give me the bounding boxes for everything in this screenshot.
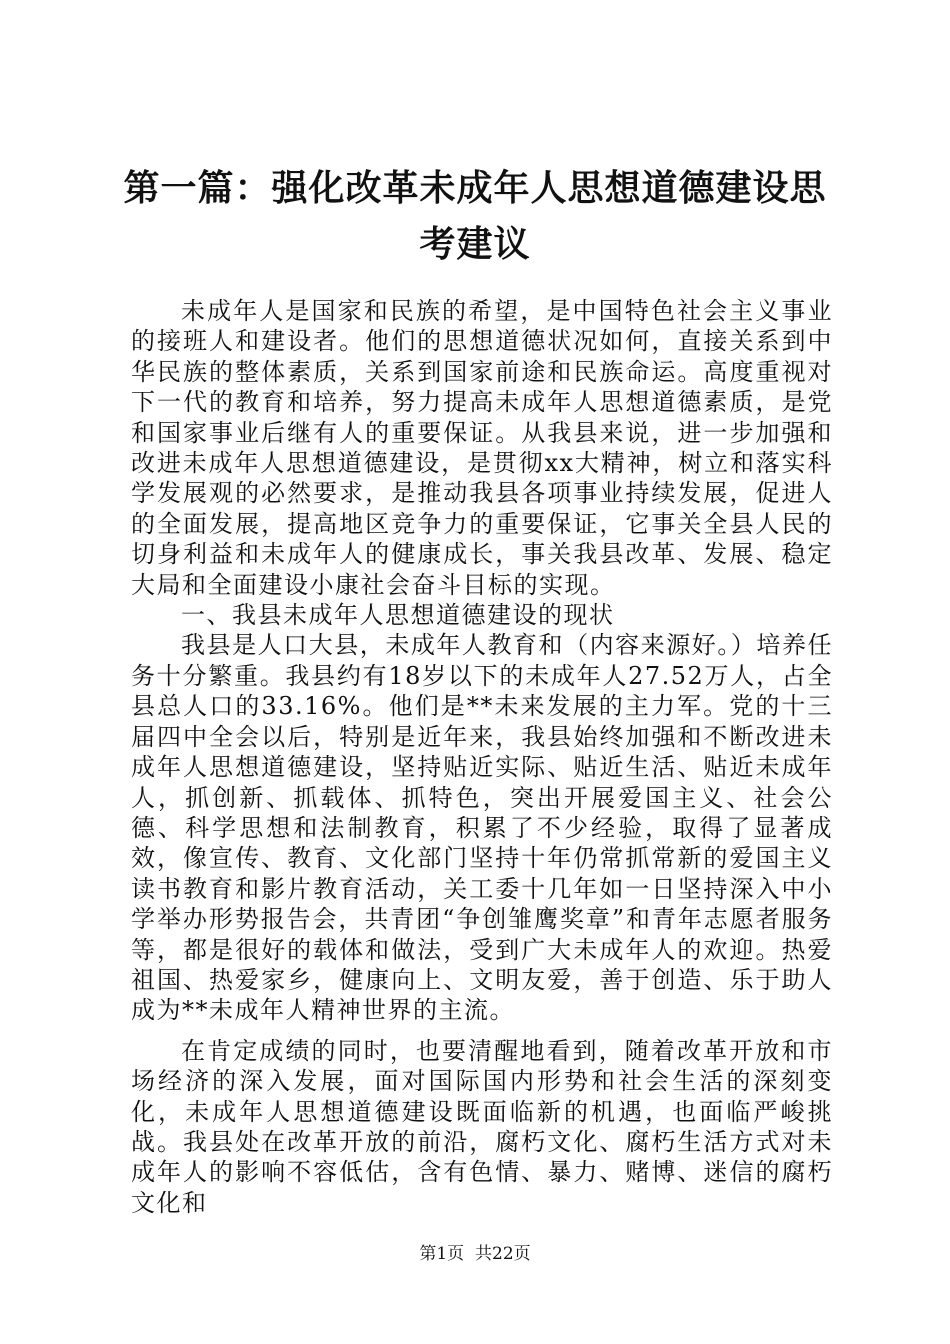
paragraph-intro: 未成年人是国家和民族的希望，是中国特色社会主义事业的接班人和建设者。他们的思想道德状况如何，直接关系到中华民族的整体素质，关系到国家前途和民族命运。高度重视对下一代的教育和培养，努力提高未成年人思想道德素质，是党和国家事业后继有人的重要保证。从我县来说，进一步加强和改进未成年人思想道德建设，是贯彻xx大精神，树立和落实科学发展观的必然要求，是推动我县各项事业持续发展，促进人的全面发展，提高地区竞争力的重要保证，它事关全县人民的切身利益和未成年人的健康成长，事关我县改革、发展、稳定大局和全面建设小康社会奋斗目标的实现。 xyxy=(131,297,833,599)
page-footer xyxy=(0,1243,950,1265)
paragraph-challenges: 在肯定成绩的同时，也要清醒地看到，随着改革开放和市场经济的深入发展，面对国际国内形势和社会生活的深刻变化，未成年人思想道德建设既面临新的机遇，也面临严峻挑战。我县处在改革开放的前沿，腐朽文化、腐朽生活方式对未成年人的影响不容低估，含有色情、暴力、赌博、迷信的腐朽文化和 xyxy=(131,1036,833,1217)
document-body xyxy=(131,296,833,1218)
paragraph-status: 我县是人口大县，未成年人教育和（内容来源好。）培养任务十分繁重。我县约有18岁以下的未成年人27.52万人，占全县总人口的33.16%。他们是**未来发展的主力军。党的十三届四中全会以后，特别是近年来，我县始终加强和不断改进未成年人思想道德建设，坚持贴近实际、贴近生活、贴近未成年人，抓创新、抓载体、抓特色，突出开展爱国主义、社会公德、科学思想和法制教育，积累了不少经验，取得了显著成效，像宣传、教育、文化部门坚持十年仍常抓常新的爱国主义读书教育和影片教育活动，关工委十几年如一日坚持深入中小学举办形势报告会，共青团“争创雏鹰奖章”和青年志愿者服务等，都是很好的载体和做法，受到广大未成年人的欢迎。热爱祖国、热爱家乡，健康向上、文明友爱，善于创造、乐于助人成为**未成年人精神世界的主流。 xyxy=(131,631,833,1025)
document-title: 第一篇：强化改革未成年人思想道德建设思考建议 xyxy=(123,167,827,265)
section-heading: 一、我县未成年人思想道德建设的现状 xyxy=(181,601,615,630)
page-total: 共22页 xyxy=(475,1244,531,1264)
page-number: 第1页 xyxy=(419,1244,465,1264)
